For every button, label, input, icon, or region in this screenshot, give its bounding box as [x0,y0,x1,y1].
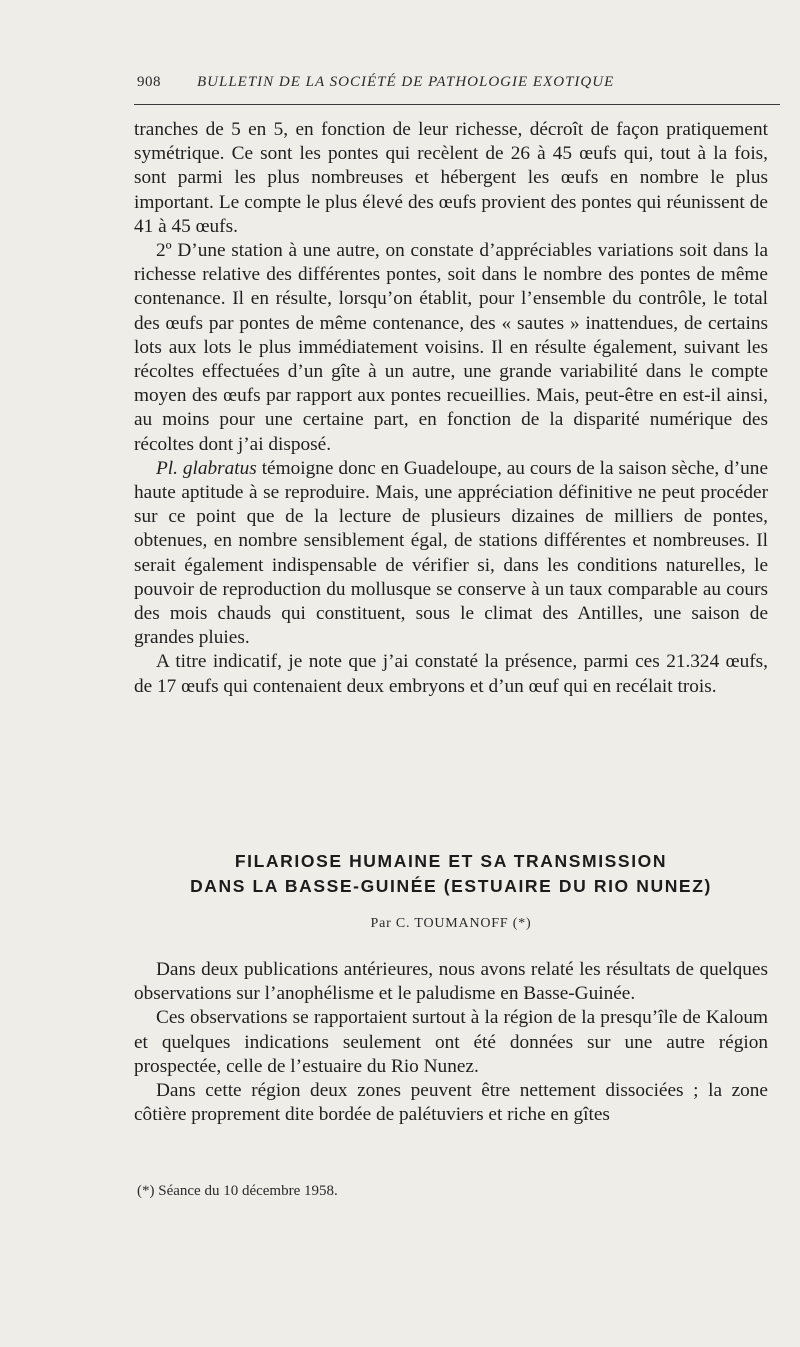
author-byline: Par C. TOUMANOFF (*) [370,916,532,931]
paragraph: Ces observations se rapportaient surtout à la région de la presqu’île de Kaloum et quelques indications seulement ont été données sur une autre région prospectée, celle de l’estuaire du Rio Nunez. [134,1007,768,1077]
paragraph [134,457,768,651]
article-title-line: FILARIOSE HUMAINE ET SA TRANSMISSION [234,851,668,871]
footnote: (*) Séance du 10 décembre 1958. [137,1183,338,1199]
paragraph: Dans deux publications antérieures, nous avons relaté les résultats de quelques observations sur l’anophélisme et le paludisme en Basse-Guinée. [134,959,768,1005]
paragraph: 2º D’une station à une autre, on constate d’appréciables variations soit dans la richesse relative des différentes pontes, soit dans le nombre des pontes de même contenance. Il en résulte, lorsqu’on établit, pour l’ensemble du contrôle, le total des œufs par pontes de même contenance, des « sautes » inattendues, de certains lots aux lots le plus immédiatement voisins. Il en résulte également, suivant les récoltes effectuées d’un gîte à un autre, une grande variabilité dans le compte moyen des œufs par rapport aux pontes recueillies. Mais, peut-être en est-il ainsi, au moins pour une certaine part, en fonction de la disparité numérique des récoltes dont j’ai disposé. [134,240,768,455]
new-article-text [134,958,768,1127]
paragraph-text: témoigne donc en Guadeloupe, au cours de la saison sèche, d’une haute aptitude à se reproduire. Mais, une appréciation définitive ne peut procéder sur ce point que de la lecture de plusieurs dizaines de milliers de pontes, obtenues, en nombre sensiblement égal, de stations différentes et nombreuses. Il serait également indispensable de vérifier si, dans les conditions naturelles, le pouvoir de reproduction du mollusque se conserve à un taux comparable au cours des mois chauds qui constituent, sous le climat des Antilles, une saison de grandes pluies. [134,457,769,649]
journal-title: BULLETIN DE LA SOCIÉTÉ DE PATHOLOGIE EXOTIQUE [197,74,615,90]
continued-article-text [134,118,768,699]
running-head [137,74,777,91]
paragraph: A titre indicatif, je note que j’ai constaté la présence, parmi ces 21.324 œufs, de 17 œufs qui contenaient deux embryons et d’un œuf qui en recélait trois. [134,651,768,697]
header-rule [134,104,780,105]
paragraph: tranches de 5 en 5, en fonction de leur richesse, décroît de façon pratiquement symétrique. Ce sont les pontes qui recèlent de 26 à 45 œufs qui, tout à la fois, sont parmi les plus nombreuses et hébergent les œufs en nombre le plus important. Le compte le plus élevé des œufs provient des pontes qui réunissent de 41 à 45 œufs. [134,119,768,237]
article-title-line: DANS LA BASSE-GUINÉE (ESTUAIRE DU RIO NUNEZ) [190,876,712,896]
species-name: Pl. glabratus [156,457,257,479]
paragraph: Dans cette région deux zones peuvent être nettement dissociées ; la zone côtière proprement dite bordée de palétuviers et riche en gîtes [134,1080,768,1126]
page-number: 908 [137,74,161,90]
article-title [134,849,768,899]
